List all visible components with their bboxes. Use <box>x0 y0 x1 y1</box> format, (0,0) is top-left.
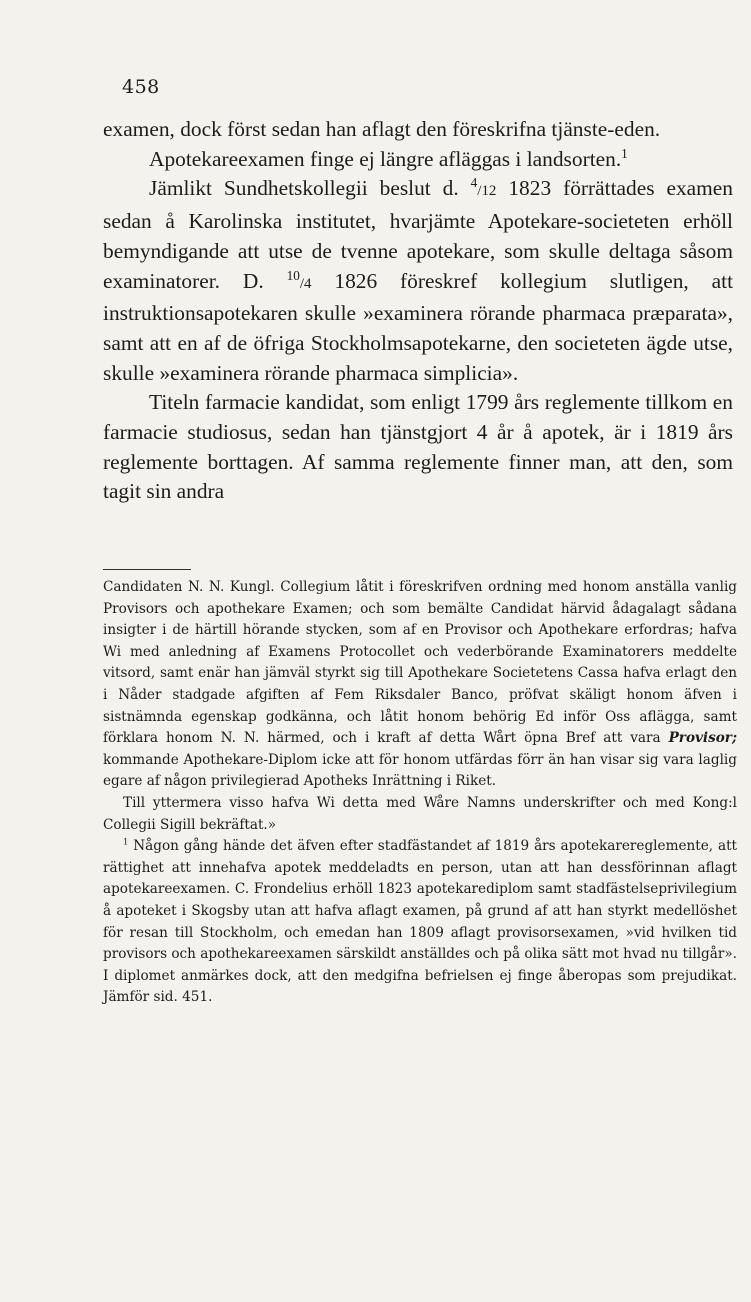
provisor-emphasis: Provisor; <box>668 730 737 747</box>
footnote-ref: 1 <box>621 145 628 161</box>
quoted-diploma-after: kommande Apothekare-Diplom icke att för honom utfärdas förr än han visar sig vara laglig egare af någon privilegierad Apotheks Inrättning i Riket. <box>103 751 737 790</box>
footnotes <box>103 577 737 1009</box>
date-2-numerator: 10 <box>286 267 300 283</box>
quoted-closing: Till yttermera visso hafva Wi detta med Wåre Namns underskrifter och med Kong:l Collegii Sigill bekräftat.» <box>103 794 737 833</box>
main-text <box>103 115 733 507</box>
quoted-diploma <box>103 577 737 793</box>
page-number: 458 <box>122 76 160 98</box>
footnote-1-text: Någon gång hände det äfven efter stadfästandet af 1819 års apotekarereglemente, att rättighet att innehafva apotek meddeladts en person, utan att han dessförinnan aflagt apotekareexamen. C. Frondelius erhöll 1823 apotekarediplom samt stadfästelseprivilegium å apoteket i Skogsby utan att hafva aflagt examen, på grund af att han styrkt medellöshet för resan till Stockholm, och emedan han 1809 aflagt provisorsexamen, »vid hvilken tid provisors och apothekareexamen särskildt anställdes och på olika sätt mot hvad nu tillgår». I diplomet anmärkes dock, att den medgifna befrielsen ej finge åberopas som prejudikat. Jämför sid. 451. <box>103 838 738 1006</box>
date-1-denominator: /12 <box>477 183 497 200</box>
paragraph-3-middle: 1823 förrättades examen sedan å Karolinska institutet, hvarjämte Apotekare-societeten erhöll bemyndigande att utse de tvenne apotekare, som skulle deltaga såsom examinatorer. D. <box>103 176 733 293</box>
date-2-denominator: /4 <box>299 275 312 292</box>
paragraph-3-before: Jämlikt Sundhetskollegii beslut d. <box>149 176 459 201</box>
footnote-divider <box>103 569 191 570</box>
quoted-diploma-before: Candidaten N. N. Kungl. Collegium låtit i föreskrifven ordning med honom anställa vanlig Provisors och apothekare Examen; och som bemälte Candidat härvid ådagalagt sådana insigter i de härtill hörande stycken, som af en Provisor och Apothekare erfordras; hafva Wi med anledning af Examens Protocollet och vederbörande Examinatorers meddelte vitsord, samt enär han jämväl styrkt sig till Apothekare Societetens Cassa hafva erlagt den i Nåder stadgade afgiften af Fem Riksdaler Banco, pröfvat skäligt honom äfven i sistnämnda egenskap godkänna, och låtit honom behörig Ed inför Oss aflägga, samt förklara honom N. N. härmed, och i kraft af detta Wårt öpna Bref att vara <box>103 579 737 747</box>
footnote-1 <box>103 836 737 1009</box>
paragraph-1: examen, dock först sedan han aflagt den föreskrifna tjänste-eden. <box>103 117 661 141</box>
footnote-mark: 1 <box>123 836 129 847</box>
paragraph-4: Titeln farmacie kandidat, som enligt 1799 års reglemente tillkom en farmacie studiosus, sedan han tjänstgjort 4 år å apotek, är i 1819 års reglemente borttagen. Af samma reglemente finner man, att den, som tagit sin andra <box>103 390 733 504</box>
paragraph-2-text: Apotekareexamen finge ej längre afläggas i landsorten. <box>149 146 622 171</box>
paragraph-2 <box>103 145 733 175</box>
date-1-numerator: 4 <box>470 175 478 191</box>
paragraph-3 <box>103 174 733 388</box>
paragraph-3-rest: 1826 föreskref kollegium slutligen, att instruktionsapotekaren skulle »examinera rörande pharmaca præparata», samt att en af de öfriga Stockholmsapotekarne, den societeten ägde utse, skulle »examinera rörande pharmaca simplicia». <box>103 268 734 385</box>
